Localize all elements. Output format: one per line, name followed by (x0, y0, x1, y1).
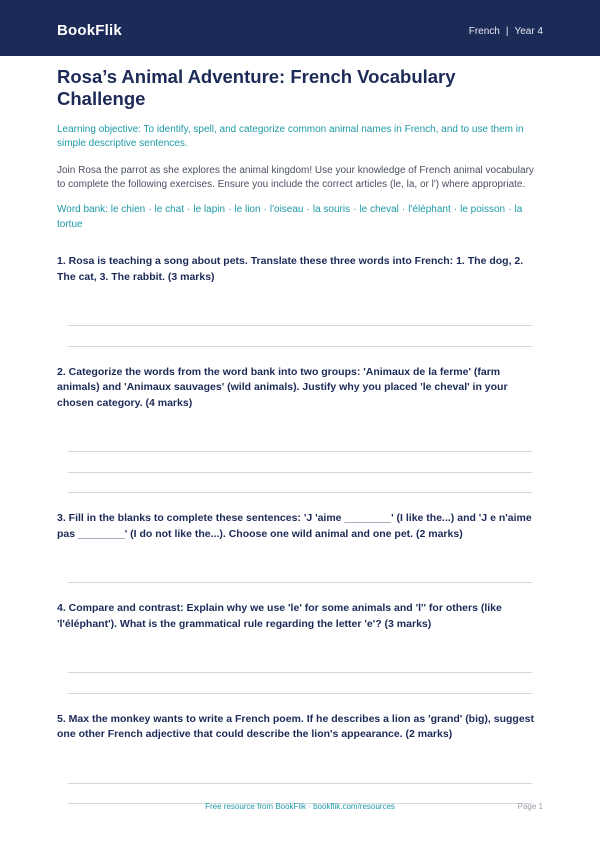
footer-resource-link[interactable]: Free resource from BookFlik · bookflik.com/resources (205, 802, 395, 811)
answer-line[interactable] (68, 452, 532, 473)
question-3: 3. Fill in the blanks to complete these sentences: 'J 'aime ________' (I like the...) and 'J e n'aime pas ________' (I do not like the...). Choose one wild animal and one pet. (2 marks) (57, 512, 532, 540)
word-bank-item: le poisson (460, 204, 506, 215)
page-header (0, 0, 600, 56)
answer-lines-1 (57, 305, 543, 347)
subject-label: French (468, 26, 500, 37)
word-separator: · (401, 204, 406, 215)
answer-line[interactable] (68, 431, 532, 452)
page-number: Page 1 (517, 802, 543, 811)
answer-line[interactable] (68, 652, 532, 673)
learning-objective: Learning objective: To identify, spell, and categorize common animal names in French, and to use them in simple descriptive sentences. (57, 124, 524, 149)
answer-line[interactable] (68, 763, 532, 784)
word-separator: · (228, 204, 232, 215)
question-5: 5. Max the monkey wants to write a French poem. If he describes a lion as 'grand' (big), suggest one other French adjective that could describe the lion's appearance. (2 marks) (57, 712, 535, 740)
intro-text: Join Rosa the parrot as she explores the animal kingdom! Use your knowledge of French animal vocabulary to complete the following exercises. Ensure you include the correct articles (le, la, or l') where appropriate. (57, 165, 534, 190)
word-bank-item: la tortue (57, 204, 523, 230)
word-separator: · (508, 204, 512, 215)
level-label: Year 4 (514, 26, 543, 37)
question-4: 4. Compare and contrast: Explain why we use 'le' for some animals and 'l'' for others (like 'l'éléphant'). What is the grammatical rule regarding the letter 'e'? (3 marks) (57, 602, 502, 630)
question-1: 1. Rosa is teaching a song about pets. Translate these three words into French: 1. The dog, 2. The cat, 3. The rabbit. (3 marks) (57, 255, 524, 283)
answer-line[interactable] (68, 326, 532, 347)
word-separator: · (306, 204, 310, 215)
subject-level (469, 26, 543, 37)
page-footer (0, 802, 600, 816)
word-bank-item: l'éléphant (408, 204, 451, 215)
worksheet-title: Rosa’s Animal Adventure: French Vocabulary Challenge (57, 66, 456, 109)
word-bank-item: le chat (154, 204, 185, 215)
word-bank-item: le lion (234, 204, 261, 215)
answer-lines-5 (57, 763, 543, 805)
answer-lines-4 (57, 652, 543, 694)
word-bank-item: le cheval (359, 204, 399, 215)
answer-line[interactable] (68, 305, 532, 326)
word-separator: · (148, 204, 152, 215)
answer-line[interactable] (68, 562, 532, 583)
answer-line[interactable] (68, 473, 532, 494)
brand-logo-text: BookFlik (57, 22, 122, 39)
word-separator: · (187, 204, 191, 215)
answer-line[interactable] (68, 673, 532, 694)
word-bank-words (57, 204, 522, 230)
word-bank (57, 202, 543, 232)
word-bank-label: Word bank: (57, 204, 108, 215)
worksheet-content (57, 66, 543, 804)
word-separator: · (453, 204, 458, 215)
word-bank-item: le lapin (193, 204, 226, 215)
header-separator: | (505, 26, 509, 37)
word-separator: · (353, 204, 357, 215)
word-bank-item: le chien (110, 204, 146, 215)
word-bank-item: la souris (312, 204, 351, 215)
answer-lines-3 (57, 562, 543, 583)
answer-line[interactable] (68, 784, 532, 805)
word-separator: · (263, 204, 267, 215)
answer-lines-2 (57, 431, 543, 493)
word-bank-item: l'oiseau (269, 204, 304, 215)
question-2: 2. Categorize the words from the word bank into two groups: 'Animaux de la ferme' (farm animals) and 'Animaux sauvages' (wild animals). Justify why you placed 'le cheval' in your chosen category. (4 marks) (57, 365, 508, 409)
